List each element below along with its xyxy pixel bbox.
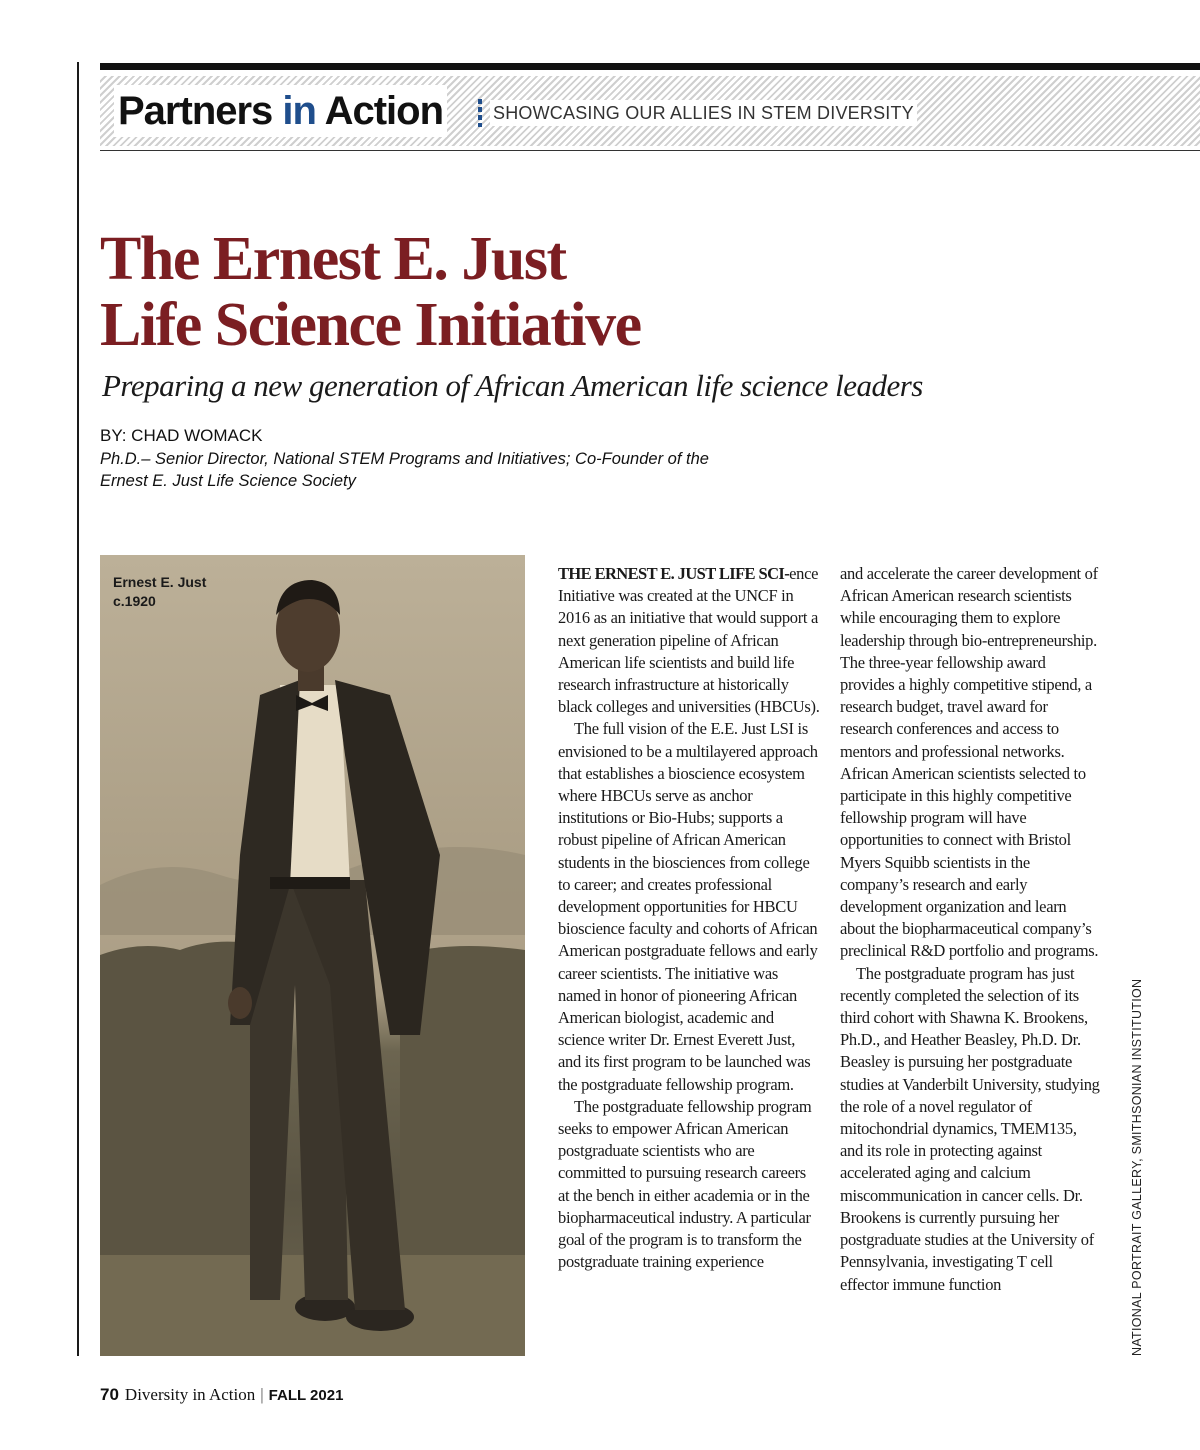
article-subhead: Preparing a new generation of African American life science leaders bbox=[102, 368, 923, 403]
section-title-in: in bbox=[282, 89, 316, 133]
left-margin-rule bbox=[77, 62, 79, 1356]
photo-caption-name: Ernest E. Just bbox=[113, 574, 207, 590]
page-number: 70 bbox=[100, 1385, 119, 1404]
issue-label: FALL 2021 bbox=[268, 1387, 344, 1404]
headline-line-2: Life Science Initiative bbox=[100, 291, 641, 359]
col2-paragraph-2: The postgraduate program has just recently completed the selection of its third cohort with Shawna K. Brookens, Ph.D., and Heather Beasley, Ph.D. Dr. Beasley is pursuing her postgraduate studies at Vanderbilt University, studying the role of a novel regulator of mitochondrial dynamics, TMEM135, and its role in protecting against accelerated aging and calcium miscommunication in cancer cells. Dr. Brookens is currently pursuing her postgraduate studies at the University of Pennsylvania, investigating T cell effector immune function bbox=[840, 963, 1100, 1294]
section-title bbox=[114, 85, 447, 137]
col1-paragraph-3: The postgraduate fellowship program seeks to empower African American postgraduate scientists who are committed to pursuing research careers at the bench in either academia or in the biopharmaceutical industry. A particular goal of the program is to transform the postgraduate training experience bbox=[558, 1096, 812, 1272]
section-banner bbox=[100, 76, 1200, 146]
col2-paragraph-1: and accelerate the career development of African American research scientists while encouraging them to explore leadership through bio-entrepreneurship. The three-year fellowship award provides a highly competitive stipend, a research budget, travel award for research conferences and access to mentors and professional networks. African American scientists selected to participate in this highly competitive fellowship program will have opportunities to connect with Bristol Myers Squibb scientists in the company’s research and early development organization and learn about the biopharmaceutical company’s preclinical R&D portfolio and programs. bbox=[840, 564, 1099, 961]
author-credentials: Ph.D.– Senior Director, National STEM Programs and Initiatives; Co-Founder of the Ernest E. Just Life Science Society bbox=[100, 450, 709, 490]
banner-bottom-rule bbox=[100, 150, 1200, 151]
photo-caption bbox=[113, 573, 206, 611]
photo-credit: NATIONAL PORTRAIT GALLERY, SMITHSONIAN INSTITUTION bbox=[1130, 978, 1144, 1356]
article-headline bbox=[100, 226, 641, 358]
col1-paragraph-1-text: ence Initiative was created at the UNCF in 2016 as an initiative that would support a next generation pipeline of African American life scientists and build life research infrastructure at historically black colleges and universities (HBCUs). bbox=[558, 564, 820, 717]
section-subtitle: SHOWCASING OUR ALLIES IN STEM DIVERSITY bbox=[490, 100, 917, 126]
section-title-action: Action bbox=[315, 89, 444, 133]
photo-caption-date: c.1920 bbox=[113, 593, 156, 609]
page-footer bbox=[100, 1385, 343, 1405]
portrait-photo bbox=[100, 555, 525, 1356]
top-rule bbox=[100, 63, 1200, 70]
publication-name: Diversity in Action bbox=[124, 1385, 256, 1404]
footer-separator: | bbox=[260, 1385, 264, 1404]
col1-paragraph-1 bbox=[558, 563, 820, 718]
headline-line-1: The Ernest E. Just bbox=[100, 225, 566, 293]
article-column-2 bbox=[840, 563, 1102, 1296]
portrait-illustration bbox=[100, 555, 525, 1356]
lead-in: THE ERNEST E. JUST LIFE SCI- bbox=[558, 564, 790, 583]
col1-paragraph-2: The full vision of the E.E. Just LSI is envisioned to be a multilayered approach that establishes a bioscience ecosystem where HBCUs serve as anchor institutions or Bio-Hubs; supports a robust pipeline of African American students in the biosciences from college to career; and creates professional development opportunities for HBCU bioscience faculty and cohorts of African American postgraduate fellows and early career scientists. The initiative was named in honor of pioneering African American biologist, academic and science writer Dr. Ernest Everett Just, and its first program to be launched was the postgraduate fellowship program. bbox=[558, 719, 818, 1094]
article-byline: BY: CHAD WOMACK bbox=[100, 426, 263, 445]
article-column-1 bbox=[558, 563, 820, 1274]
banner-separator bbox=[478, 99, 482, 127]
section-title-partners: Partners bbox=[118, 89, 283, 133]
